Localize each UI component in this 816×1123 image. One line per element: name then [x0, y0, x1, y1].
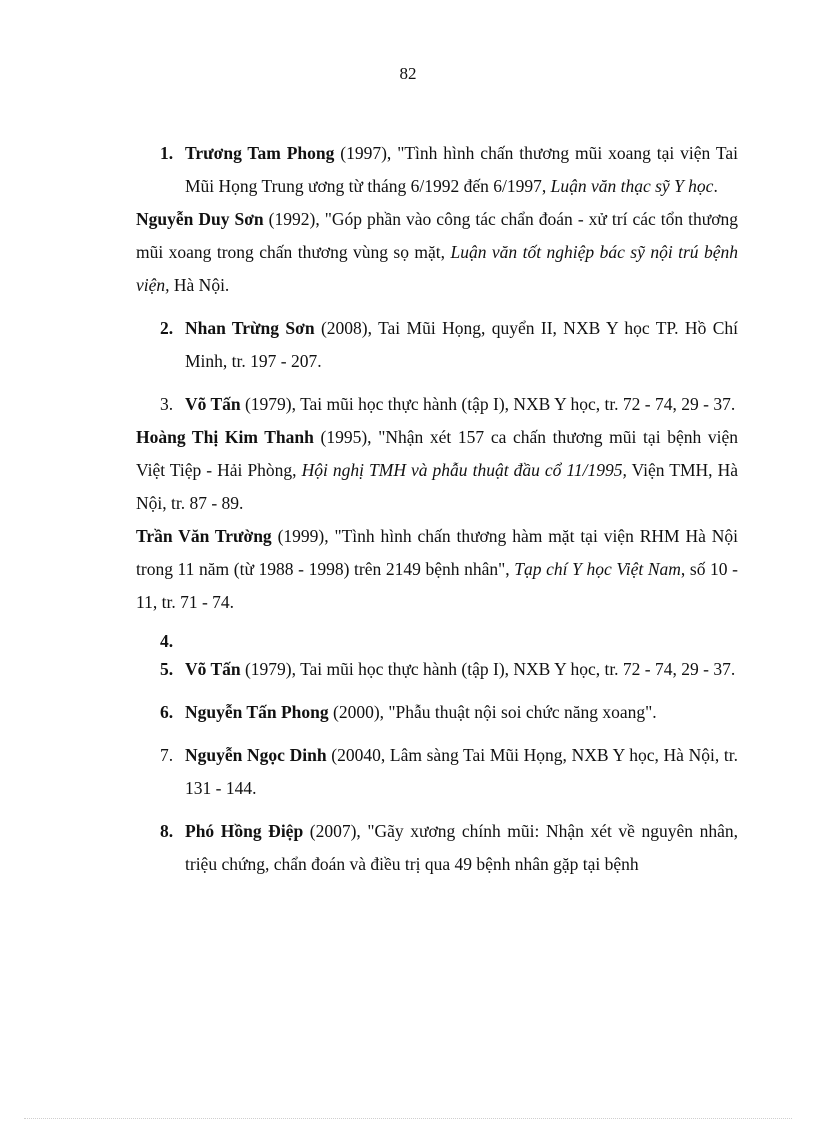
- reference-item: [136, 421, 738, 520]
- reference-author: Võ Tấn: [185, 659, 241, 679]
- reference-text-end: .: [713, 176, 718, 196]
- reference-author: Phó Hồng Điệp: [185, 821, 304, 841]
- reference-text: (1979), Tai mũi học thực hành (tập I), NXB Y học, tr. 72 - 74, 29 - 37.: [240, 394, 736, 414]
- reference-author: Võ Tấn: [185, 394, 241, 414]
- reference-item: [136, 520, 738, 619]
- reference-number: 7.: [160, 745, 174, 765]
- reference-text: (1979), Tai mũi học thực hành (tập I), NXB Y học, tr. 72 - 74, 29 - 37.: [240, 659, 736, 679]
- reference-item: [136, 653, 738, 686]
- reference-author: Trương Tam Phong: [185, 143, 335, 163]
- reference-item: [136, 388, 738, 421]
- reference-text: (2000), "Phẫu thuật nội soi chức năng xoang".: [328, 702, 657, 722]
- reference-author: Nguyễn Duy Sơn: [136, 209, 264, 229]
- reference-source: Luận văn thạc sỹ Y học: [550, 176, 714, 196]
- reference-number: 4.: [160, 631, 174, 651]
- reference-item: [136, 203, 738, 302]
- reference-number: 2.: [160, 318, 174, 338]
- reference-author: Nguyễn Tấn Phong: [185, 702, 329, 722]
- reference-text: (1997), "Tình hình chấn thương mũi xoang tại viện Tai Mũi Họng Trung ương từ tháng 6/1992 đến 6/1997,: [185, 143, 738, 196]
- reference-item-empty: [136, 629, 738, 653]
- reference-text: (1995), "Nhận xét 157 ca chấn thương mũi tại bệnh viện Việt Tiệp - Hải Phòng,: [136, 427, 738, 480]
- page-number: 82: [399, 64, 417, 83]
- reference-text-end: Viện TMH, Hà Nội, tr. 87 - 89.: [136, 460, 738, 513]
- reference-number: 3.: [160, 394, 174, 414]
- reference-number: 8.: [160, 821, 174, 841]
- reference-item: [136, 739, 738, 805]
- reference-text: (1992), "Góp phần vào công tác chẩn đoán - xử trí các tổn thương mũi xoang trong chấn thương vùng sọ mặt,: [136, 209, 738, 262]
- reference-text-end: Hà Nội.: [169, 275, 230, 295]
- reference-number: 5.: [160, 659, 174, 679]
- reference-text: (1999), "Tình hình chấn thương hàm mặt tại viện RHM Hà Nội trong 11 năm (từ 1988 - 1998) trên 2149 bệnh nhân",: [136, 526, 738, 579]
- reference-text: (2008), Tai Mũi Họng, quyển II, NXB Y học TP. Hồ Chí Minh, tr. 197 - 207.: [185, 318, 738, 371]
- reference-author: Nhan Trừng Sơn: [185, 318, 315, 338]
- page-bottom-rule: [24, 1118, 792, 1119]
- reference-author: Trần Văn Trường: [136, 526, 272, 546]
- reference-author: Nguyễn Ngọc Dinh: [185, 745, 327, 765]
- reference-item: [136, 312, 738, 378]
- reference-item: [136, 696, 738, 729]
- reference-text: (2007), "Gãy xương chính mũi: Nhận xét về nguyên nhân, triệu chứng, chẩn đoán và điều trị qua 49 bệnh nhân gặp tại bệnh: [185, 821, 738, 874]
- reference-item: [136, 815, 738, 881]
- reference-author: Hoàng Thị Kim Thanh: [136, 427, 314, 447]
- reference-source: Tạp chí Y học Việt Nam: [514, 559, 681, 579]
- reference-list: [136, 137, 738, 881]
- reference-item: [136, 137, 738, 203]
- reference-text: (20040, Lâm sàng Tai Mũi Họng, NXB Y học, Hà Nội, tr. 131 - 144.: [185, 745, 739, 798]
- reference-source: Luận văn tốt nghiệp bác sỹ nội trú bệnh viện,: [136, 242, 738, 295]
- reference-text-end: , số 10 - 11, tr. 71 - 74.: [136, 559, 738, 612]
- reference-source: Hội nghị TMH và phẫu thuật đầu cổ 11/1995,: [301, 460, 627, 480]
- reference-number: 1.: [160, 143, 174, 163]
- reference-number: 6.: [160, 702, 174, 722]
